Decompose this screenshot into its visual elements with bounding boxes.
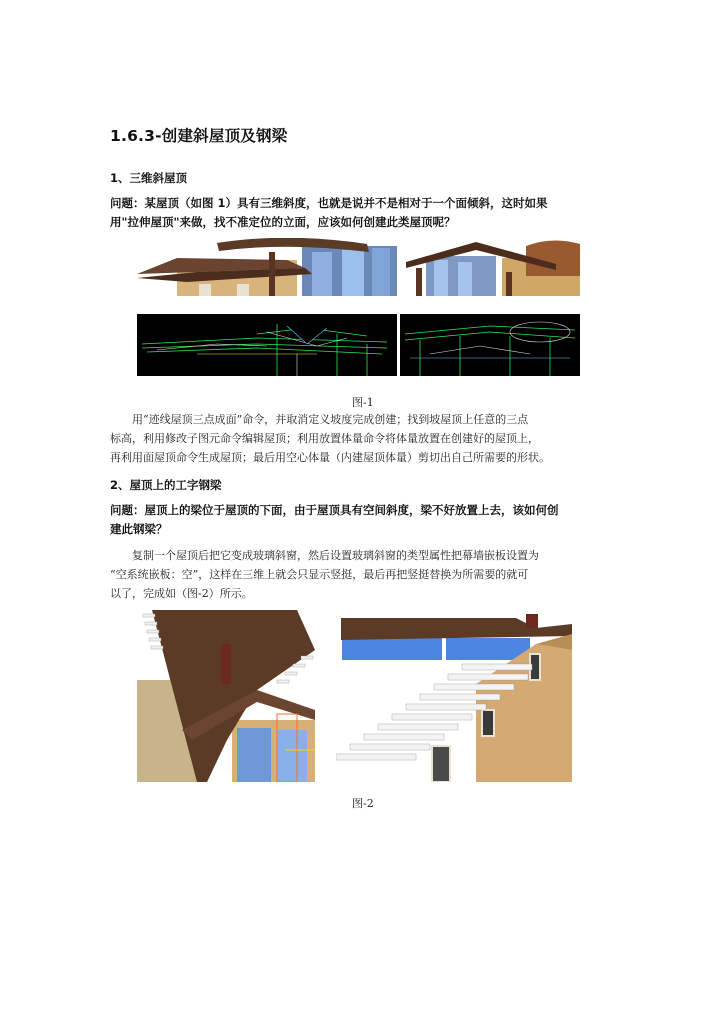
figure-1-cad-wireframe-left (137, 314, 397, 376)
question-line: 问题：屋顶上的梁位于屋顶的下面，由于屋顶具有空间斜度，梁不好放置上去，该如何创 (110, 503, 559, 517)
question-line: 问题：某屋顶（如图 1）具有三维斜度，也就是说并不是相对于一个面倾斜，这时如果 (110, 196, 548, 210)
section-title: 1.6.3-创建斜屋顶及钢梁 (110, 127, 288, 145)
figure-1-caption: 图-1 (352, 396, 374, 409)
answer-line: 复制一个屋顶后把它变成玻璃斜窗，然后设置玻璃斜窗的类型属性把幕墙嵌板设置为 (132, 549, 539, 562)
answer-line: 标高，利用修改子图元命令编辑屋顶；利用放置体量命令将体量放置在创建好的屋顶上， (110, 432, 539, 445)
figure-2-steel-beam-render-left (137, 610, 315, 782)
section-1-question (110, 194, 610, 232)
figure-1-cad-wireframe-right (400, 314, 580, 376)
answer-line: 再利用面屋顶命令生成屋顶；最后用空心体量（内建屋顶体量）剪切出自己所需要的形状。 (110, 451, 550, 464)
section-1-heading: 1、三维斜屋顶 (110, 171, 188, 185)
figure-2-steel-beam-render-right (336, 614, 572, 782)
section-2-answer-cont (110, 565, 610, 603)
section-2-answer (110, 546, 610, 565)
question-line: 用"拉伸屋顶"来做，找不准定位的立面，应该如何创建此类屋顶呢？ (110, 215, 456, 229)
answer-line: 以了，完成如（图-2）所示。 (110, 587, 253, 600)
figure-2-caption: 图-2 (352, 797, 374, 810)
section-2-heading: 2、屋顶上的工字钢梁 (110, 478, 222, 492)
section-1-answer-cont (110, 429, 610, 467)
section-1-answer (110, 410, 610, 429)
answer-line: 用“迹线屋顶三点成面”命令，并取消定义坡度完成创建；找到坡屋顶上任意的三点 (132, 413, 529, 426)
answer-line: “空系统嵌板：空”，这样在三维上就会只显示竖挺，最后再把竖挺替换为所需要的就可 (110, 568, 529, 581)
section-2-question (110, 501, 610, 539)
figure-1-roof-render-left (137, 238, 397, 296)
figure-1-roof-render-right (406, 238, 580, 296)
question-line: 建此钢梁？ (110, 522, 168, 536)
